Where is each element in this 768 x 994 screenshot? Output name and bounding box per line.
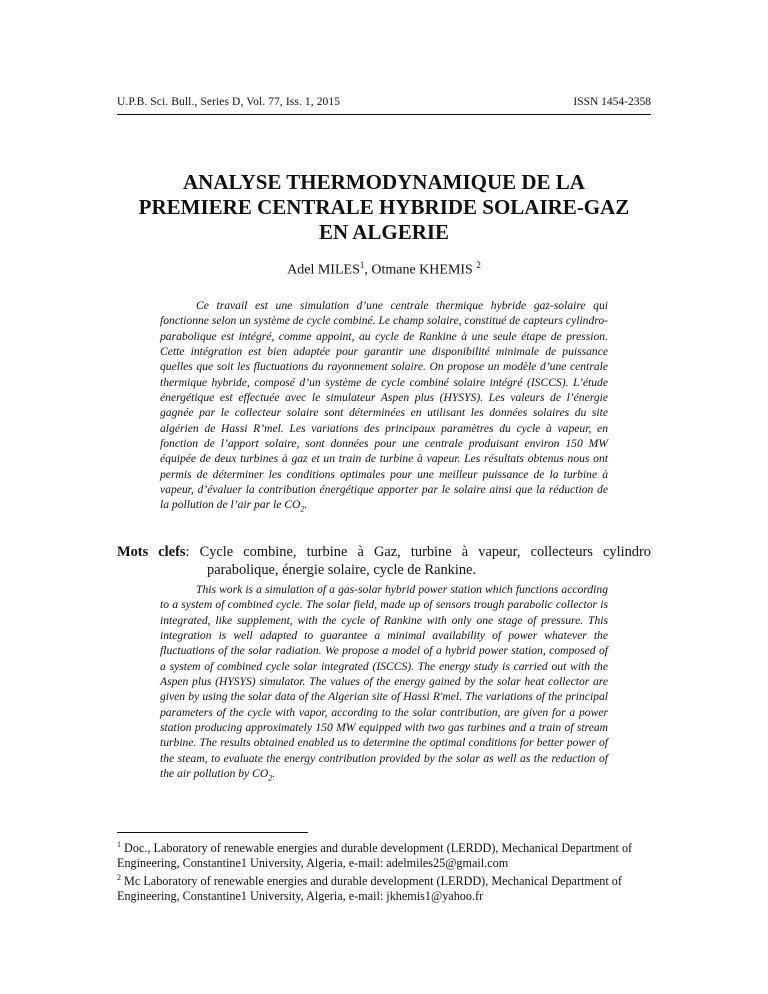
footnotes: [117, 838, 658, 903]
keywords-text: : Cycle combine, turbine à Gaz, turbine à vapeur, collecteurs cylindro parabolique, énergie solaire, cycle de Rankine.: [185, 544, 651, 578]
author-2-affiliation-mark: 2: [476, 260, 481, 270]
keywords-label: Mots clefs: [117, 544, 186, 560]
title-line-3: EN ALGERIE: [318, 220, 450, 244]
author-list: [117, 260, 651, 279]
footnote-rule: [117, 832, 308, 833]
title-line-1: ANALYSE THERMODYNAMIQUE DE LA: [183, 170, 585, 194]
issn-header: ISSN 1454-2358: [573, 96, 651, 108]
footnote-2-text: Mc Laboratory of renewable energies and durable development (LERDD), Mechanical Department of Engineering, Constantine1 University, Algeria, e-mail: jkhemis1@yahoo.fr: [117, 873, 622, 903]
author-1-affiliation-mark: 1: [359, 260, 365, 270]
author-2: Otmane KHEMIS: [371, 262, 477, 278]
author-1: Adel MILES: [287, 262, 360, 278]
abstract-french-end: .: [304, 498, 308, 512]
abstract-french-text: Ce travail est une simulation d’une centrale thermique hybride gaz-solaire qui fonctionne selon un système de cycle combiné. Le champ solaire, constitué de capteurs cylindro-parabolique est intégré, comme appoint, au cycle de Rankine à une seule étape de pression. Cette intégration est bien adaptée pour garantir une disponibilité minimale de puissance quelles que soit les fluctuations du rayonnement solaire. On propose un modèle d’une centrale thermique hybride, composé d’un système de cycle combiné solaire intégré (ISCCS). L’étude énergétique est effectuée avec le simulateur Aspen plus (HYSYS). Les valeurs de l’énergie gagnée par le collecteur solaire sont déterminées en utilisant les données solaires du site algérien de Hassi R’mel. Les variations des principaux paramètres du cycle à vapeur, en fonction de l’apport solaire, sont données pour une centrale produisant environ 150 MW équipée de deux turbines à gaz et un train de turbine à vapeur. Les résultats obtenus nous ont permis de déterminer les conditions optimales pour une meilleur puissance de la turbine à vapeur, d’évaluer la contribution énergétique apporter par le solaire ainsi que la réduction de la pollution de l’air par le CO: [160, 299, 608, 512]
abstract-english: [160, 582, 608, 786]
abstract-english-text: This work is a simulation of a gas-solar hybrid power station which functions according to a system of combined cycle. The solar field, made up of sensors trough parabolic collector is integrated, like supplement, with the cycle of Rankine with only one stage of pressure. This integration is well adapted to guarantee a minimal availability of power whatever the fluctuations of the solar radiation. We propose a model of a hybrid power station, composed of a system of combined cycle solar integrated (ISCCS). The energy study is carried out with the Aspen plus (HYSYS) simulator. The values of the energy gained by the solar heat collector are given by using the solar data of the Algerian site of Hassi R'mel. The variations of the principal parameters of the cycle with vapor, according to the solar contribution, are given for a power station producing approximately 150 MW equipped with two gas turbines and a train of stream turbine. The results obtained enabled us to determine the optimal conditions for better power of the steam, to evaluate the energy contribution provided by the solar as well as the reduction of the air pollution by CO: [160, 583, 608, 781]
footnote-1-text: Doc., Laboratory of renewable energies and durable development (LERDD), Mechanical Department of Engineering, Constantine1 University, Algeria, e-mail: adelmiles25@gmail.com: [117, 841, 633, 870]
abstract-english-subscript: 2: [268, 773, 273, 783]
header-rule: [117, 114, 651, 115]
paper-title: [117, 170, 651, 245]
journal-header: U.P.B. Sci. Bull., Series D, Vol. 77, Iss. 1, 2015: [117, 96, 341, 108]
footnote-1: [117, 838, 658, 871]
title-line-2: PREMIERE CENTRALE HYBRIDE SOLAIRE-GAZ: [138, 195, 630, 219]
footnote-1-number: 1: [117, 840, 121, 849]
footnote-2-number: 2: [117, 872, 121, 882]
abstract-english-end: .: [272, 767, 276, 781]
abstract-french: [160, 298, 608, 517]
author-separator: ,: [364, 262, 372, 278]
abstract-french-subscript: 2: [300, 504, 305, 514]
keywords: [117, 543, 651, 579]
footnote-2: [117, 871, 658, 904]
